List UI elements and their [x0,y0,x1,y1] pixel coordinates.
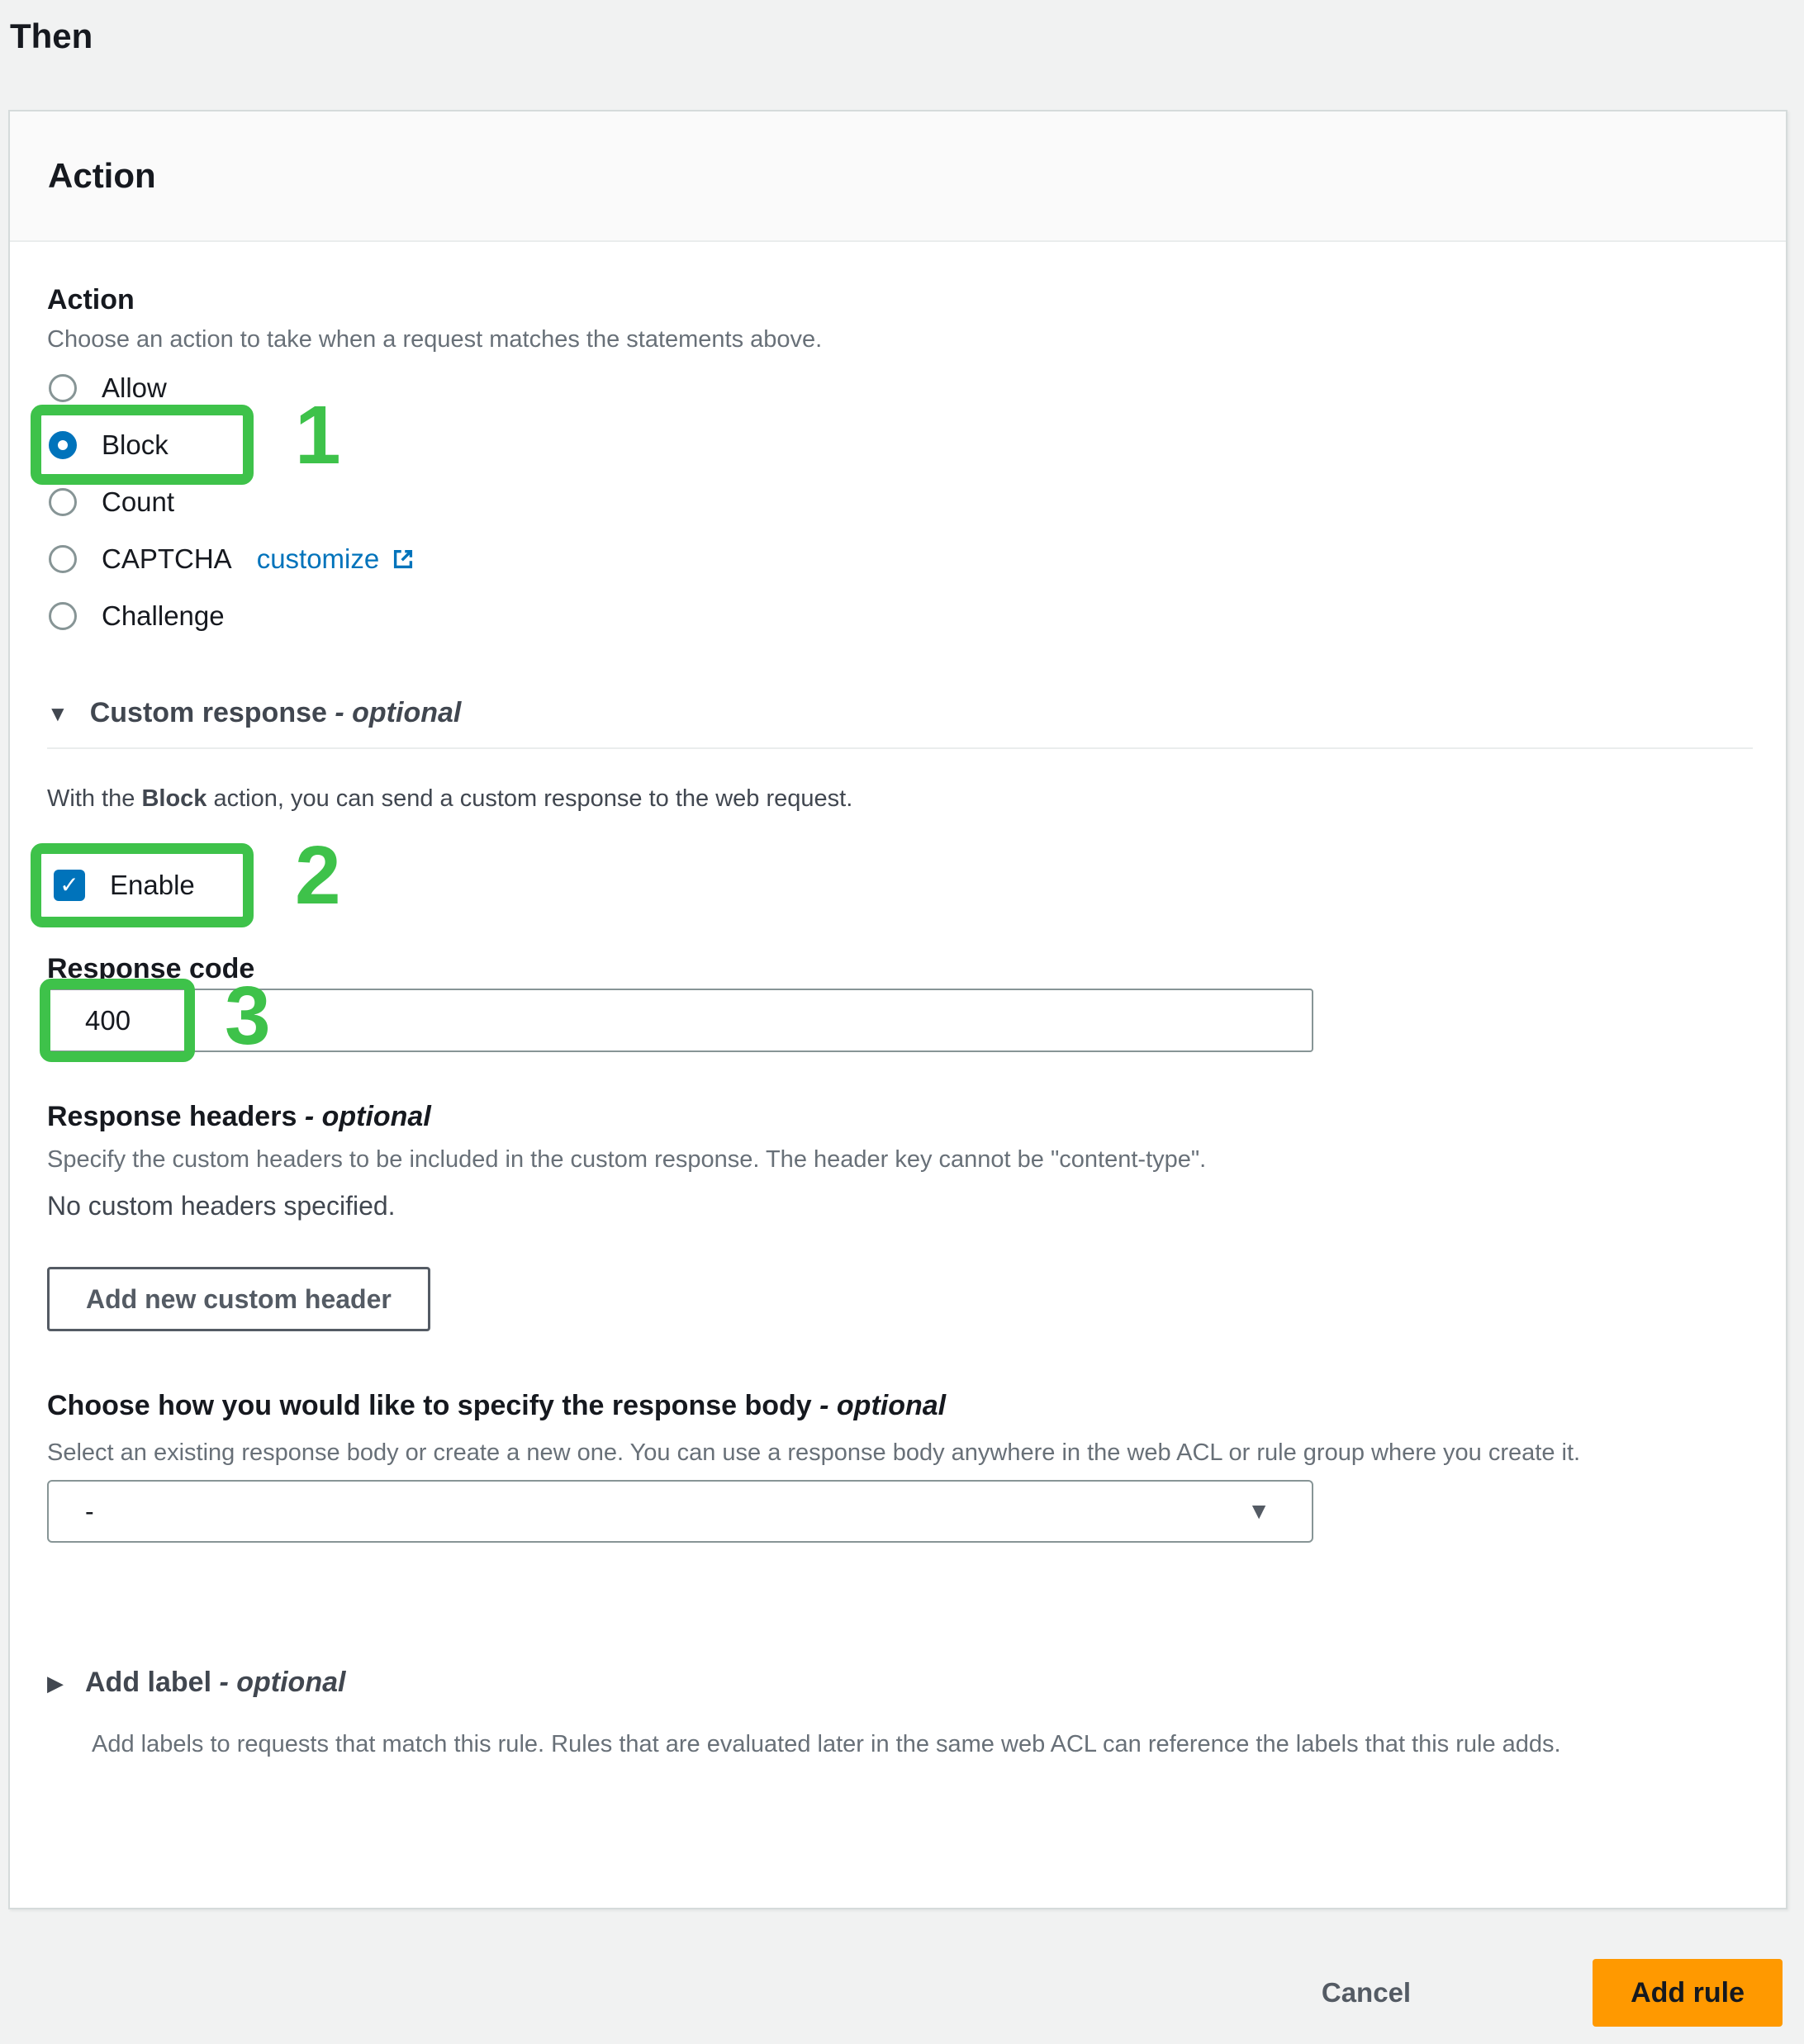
allow-radio-label: Allow [102,372,167,403]
count-radio-icon[interactable] [49,488,77,516]
response-body-description: Select an existing response body or create a new one. You can use a response body anywhere in the web ACL or rule group where you create it. [47,1439,1581,1466]
enable-checkbox-row[interactable] [47,829,341,922]
radio-option-allow[interactable] [47,359,167,416]
action-card-body [10,242,1786,1770]
then-heading: Then [10,17,93,55]
block-radio-label: Block [102,429,169,460]
response-code-input[interactable] [47,989,1313,1052]
response-body-optional-label: - optional [819,1390,947,1421]
custom-response-title-text: Custom response [89,697,327,728]
response-code-field [47,970,1313,1062]
annotation-step-2: 2 [295,829,341,922]
response-body-title-text: Choose how you would like to specify the response body [47,1390,812,1421]
annotation-step-3: 3 [225,970,271,1062]
action-field-description: Choose an action to take when a request matches the statements above. [47,326,823,353]
add-label-optional-label: - optional [219,1667,346,1698]
dropdown-selected-value: - [85,1496,94,1526]
challenge-radio-icon[interactable] [49,602,77,630]
captcha-customize-link[interactable] [257,543,416,575]
action-field-label: Action [47,284,135,315]
add-label-title-text: Add label [85,1667,212,1698]
radio-option-captcha[interactable] [47,530,415,587]
radio-option-count[interactable] [47,473,174,530]
intro-bold-word: Block [141,785,207,812]
enable-checkbox[interactable] [54,870,85,901]
response-headers-heading [47,1100,1753,1133]
add-rule-button[interactable]: Add rule [1593,1959,1783,2027]
card-title: Action [48,156,156,195]
radio-option-block[interactable] [47,389,341,481]
captcha-radio-icon[interactable] [49,545,77,573]
annotation-step-1: 1 [295,389,341,481]
checkmark-icon: ✓ [59,872,79,898]
custom-response-optional-label: - optional [335,697,462,728]
enable-checkbox-label: Enable [110,870,195,900]
dropdown-caret-icon: ▼ [1247,1498,1270,1524]
response-headers-optional-label: - optional [304,1101,431,1132]
allow-radio-icon[interactable] [49,374,77,402]
response-headers-description: Specify the custom headers to be included in the custom response. The header key cannot be "content-type". [47,1146,1207,1173]
triangle-right-icon: ▶ [47,1670,64,1695]
external-link-icon [391,547,415,571]
action-radio-group [47,359,1753,644]
divider [47,747,1753,749]
add-label-description: Add labels to requests that match this rule. Rules that are evaluated later in the same web ACL can reference the labels that this rule adds. [92,1731,1561,1757]
response-headers-title-text: Response headers [47,1101,297,1132]
action-card [8,110,1787,1909]
response-body-heading [47,1389,1753,1422]
response-code-label: Response code [47,953,255,984]
add-label-title [85,1667,345,1699]
challenge-radio-label: Challenge [102,600,225,631]
cancel-button[interactable]: Cancel [1321,1977,1412,2008]
custom-response-title [90,697,462,729]
intro-suffix: action, you can send a custom response to the web request. [207,785,853,812]
captcha-customize-link-label: customize [256,543,380,574]
custom-response-intro [47,784,1753,813]
add-new-custom-header-button[interactable]: Add new custom header [47,1267,430,1331]
captcha-radio-label: CAPTCHA [102,543,232,574]
triangle-down-icon: ▼ [47,700,69,726]
footer [1322,1959,1783,2027]
block-radio-icon[interactable] [49,431,77,459]
intro-prefix: With the [47,785,142,812]
response-body-dropdown[interactable] [47,1480,1313,1543]
count-radio-label: Count [102,486,175,517]
radio-option-challenge[interactable] [47,587,225,644]
custom-response-toggle[interactable] [47,697,461,729]
action-card-header [10,111,1786,242]
no-custom-headers-text: No custom headers specified. [47,1191,396,1221]
add-label-toggle[interactable] [47,1667,345,1699]
